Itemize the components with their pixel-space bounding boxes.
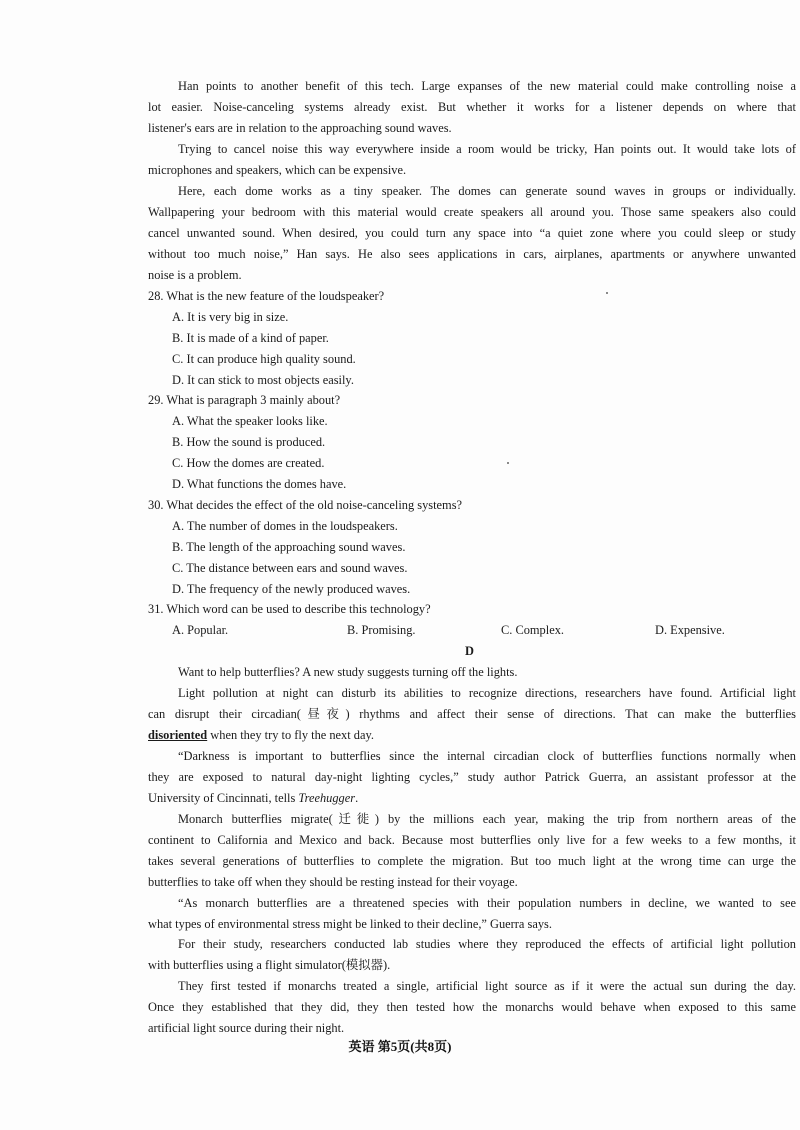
paragraph-line: They first tested if monarchs treated a single, artificial light source as if it were the actual sun during the day. [178, 979, 796, 993]
paragraph-line: Monarch butterflies migrate(迁徙) by the millions each year, making the trip from northern areas of the [178, 812, 796, 826]
paragraph-line: cancel unwanted sound. When desired, you could turn any space into “a quiet zone where you could sleep or study [148, 226, 796, 240]
answer-option[interactable]: A. It is very big in size. [172, 310, 289, 324]
question-stem: 29. What is paragraph 3 mainly about? [148, 393, 341, 407]
answer-option[interactable]: D. It can stick to most objects easily. [172, 373, 354, 387]
scan-speck [606, 292, 608, 294]
answer-option[interactable]: C. It can produce high quality sound. [172, 352, 356, 366]
section-heading: D [465, 644, 474, 658]
answer-option[interactable]: B. Promising. [347, 623, 416, 637]
underlined-word: disoriented [148, 728, 208, 742]
paragraph-line: Want to help butterflies? A new study suggests turning off the lights. [178, 665, 518, 679]
answer-option[interactable]: A. Popular. [172, 623, 229, 637]
paragraph-line: Trying to cancel noise this way everywhere inside a room would be tricky, Han points out. It would take lots of [178, 142, 796, 156]
paragraph-line: artificial light source during their night. [148, 1021, 345, 1035]
paragraph-line: what types of environmental stress might be linked to their decline,” Guerra says. [148, 917, 552, 931]
answer-option[interactable]: A. What the speaker looks like. [172, 414, 328, 428]
paragraph-line: Here, each dome works as a tiny speaker. The domes can generate sound waves in groups or individually. [178, 184, 796, 198]
paragraph-line: they are exposed to natural day-night lighting cycles,” study author Patrick Guerra, an assistant professor at the [148, 770, 796, 784]
answer-option[interactable]: D. The frequency of the newly produced waves. [172, 582, 411, 596]
answer-option[interactable]: B. The length of the approaching sound waves. [172, 540, 406, 554]
paragraph-line: takes several generations of butterflies to complete the migration. But too much light at the wrong time can urge the [148, 854, 796, 868]
page-footer: 英语 第5页(共8页) [348, 1039, 452, 1054]
paragraph-line: For their study, researchers conducted lab studies where they reproduced the effects of artificial light pollution [178, 937, 796, 951]
paragraph-line: Once they established that they did, they then tested how the monarchs would behave when exposed to this same [148, 1000, 796, 1014]
answer-option[interactable]: A. The number of domes in the loudspeakers. [172, 519, 398, 533]
paragraph-line: “Darkness is important to butterflies since the internal circadian clock of butterflies functions normally when [178, 749, 796, 763]
paragraph-line: “As monarch butterflies are a threatened species with their population numbers in decline, we wanted to see [178, 896, 796, 910]
paragraph-line: with butterflies using a flight simulator(模拟器). [148, 958, 391, 972]
answer-option[interactable]: B. How the sound is produced. [172, 435, 326, 449]
answer-option[interactable]: C. Complex. [501, 623, 564, 637]
scan-speck [507, 462, 509, 464]
line-text: . [355, 791, 359, 805]
answer-option[interactable]: B. It is made of a kind of paper. [172, 331, 329, 345]
paragraph-line: without too much noise,” Han says. He also sees applications in cars, airplanes, apartments or anywhere unwanted [148, 247, 796, 261]
paragraph-line [148, 728, 374, 742]
question-stem: 30. What decides the effect of the old noise-canceling systems? [148, 498, 463, 512]
answer-option[interactable]: C. How the domes are created. [172, 456, 325, 470]
paragraph-line: microphones and speakers, which can be expensive. [148, 163, 407, 177]
question-stem: 31. Which word can be used to describe this technology? [148, 602, 431, 616]
italic-source: Treehugger [298, 791, 356, 805]
answer-option[interactable]: D. What functions the domes have. [172, 477, 347, 491]
paragraph-line: Han points to another benefit of this tech. Large expanses of the new material could make controlling noise a [178, 79, 796, 93]
answer-option[interactable]: C. The distance between ears and sound waves. [172, 561, 408, 575]
paragraph-line: listener's ears are in relation to the approaching sound waves. [148, 121, 452, 135]
line-text: University of Cincinnati, tells [148, 791, 299, 805]
paragraph-line: can disrupt their circadian(昼夜) rhythms and affect their sense of directions. That can make the butterflies [148, 707, 796, 721]
paragraph-line: lot easier. Noise-canceling systems already exist. But whether it works for a listener depends on where that [148, 100, 796, 114]
paragraph-line: butterflies to take off when they should be resting instead for their voyage. [148, 875, 518, 889]
answer-option[interactable]: D. Expensive. [655, 623, 725, 637]
paragraph-line: continent to California and Mexico and back. Because most butterflies only live for a few weeks to a few months, it [148, 833, 796, 847]
line-text: when they try to fly the next day. [207, 728, 374, 742]
paragraph-line [148, 791, 358, 805]
paragraph-line: Wallpapering your bedroom with this material would create speakers all around you. Those same speakers also could [148, 205, 796, 219]
paragraph-line: noise is a problem. [148, 268, 242, 282]
question-stem: 28. What is the new feature of the loudspeaker? [148, 289, 385, 303]
paragraph-line: Light pollution at night can disturb its abilities to recognize directions, researchers have found. Artificial light [178, 686, 796, 700]
